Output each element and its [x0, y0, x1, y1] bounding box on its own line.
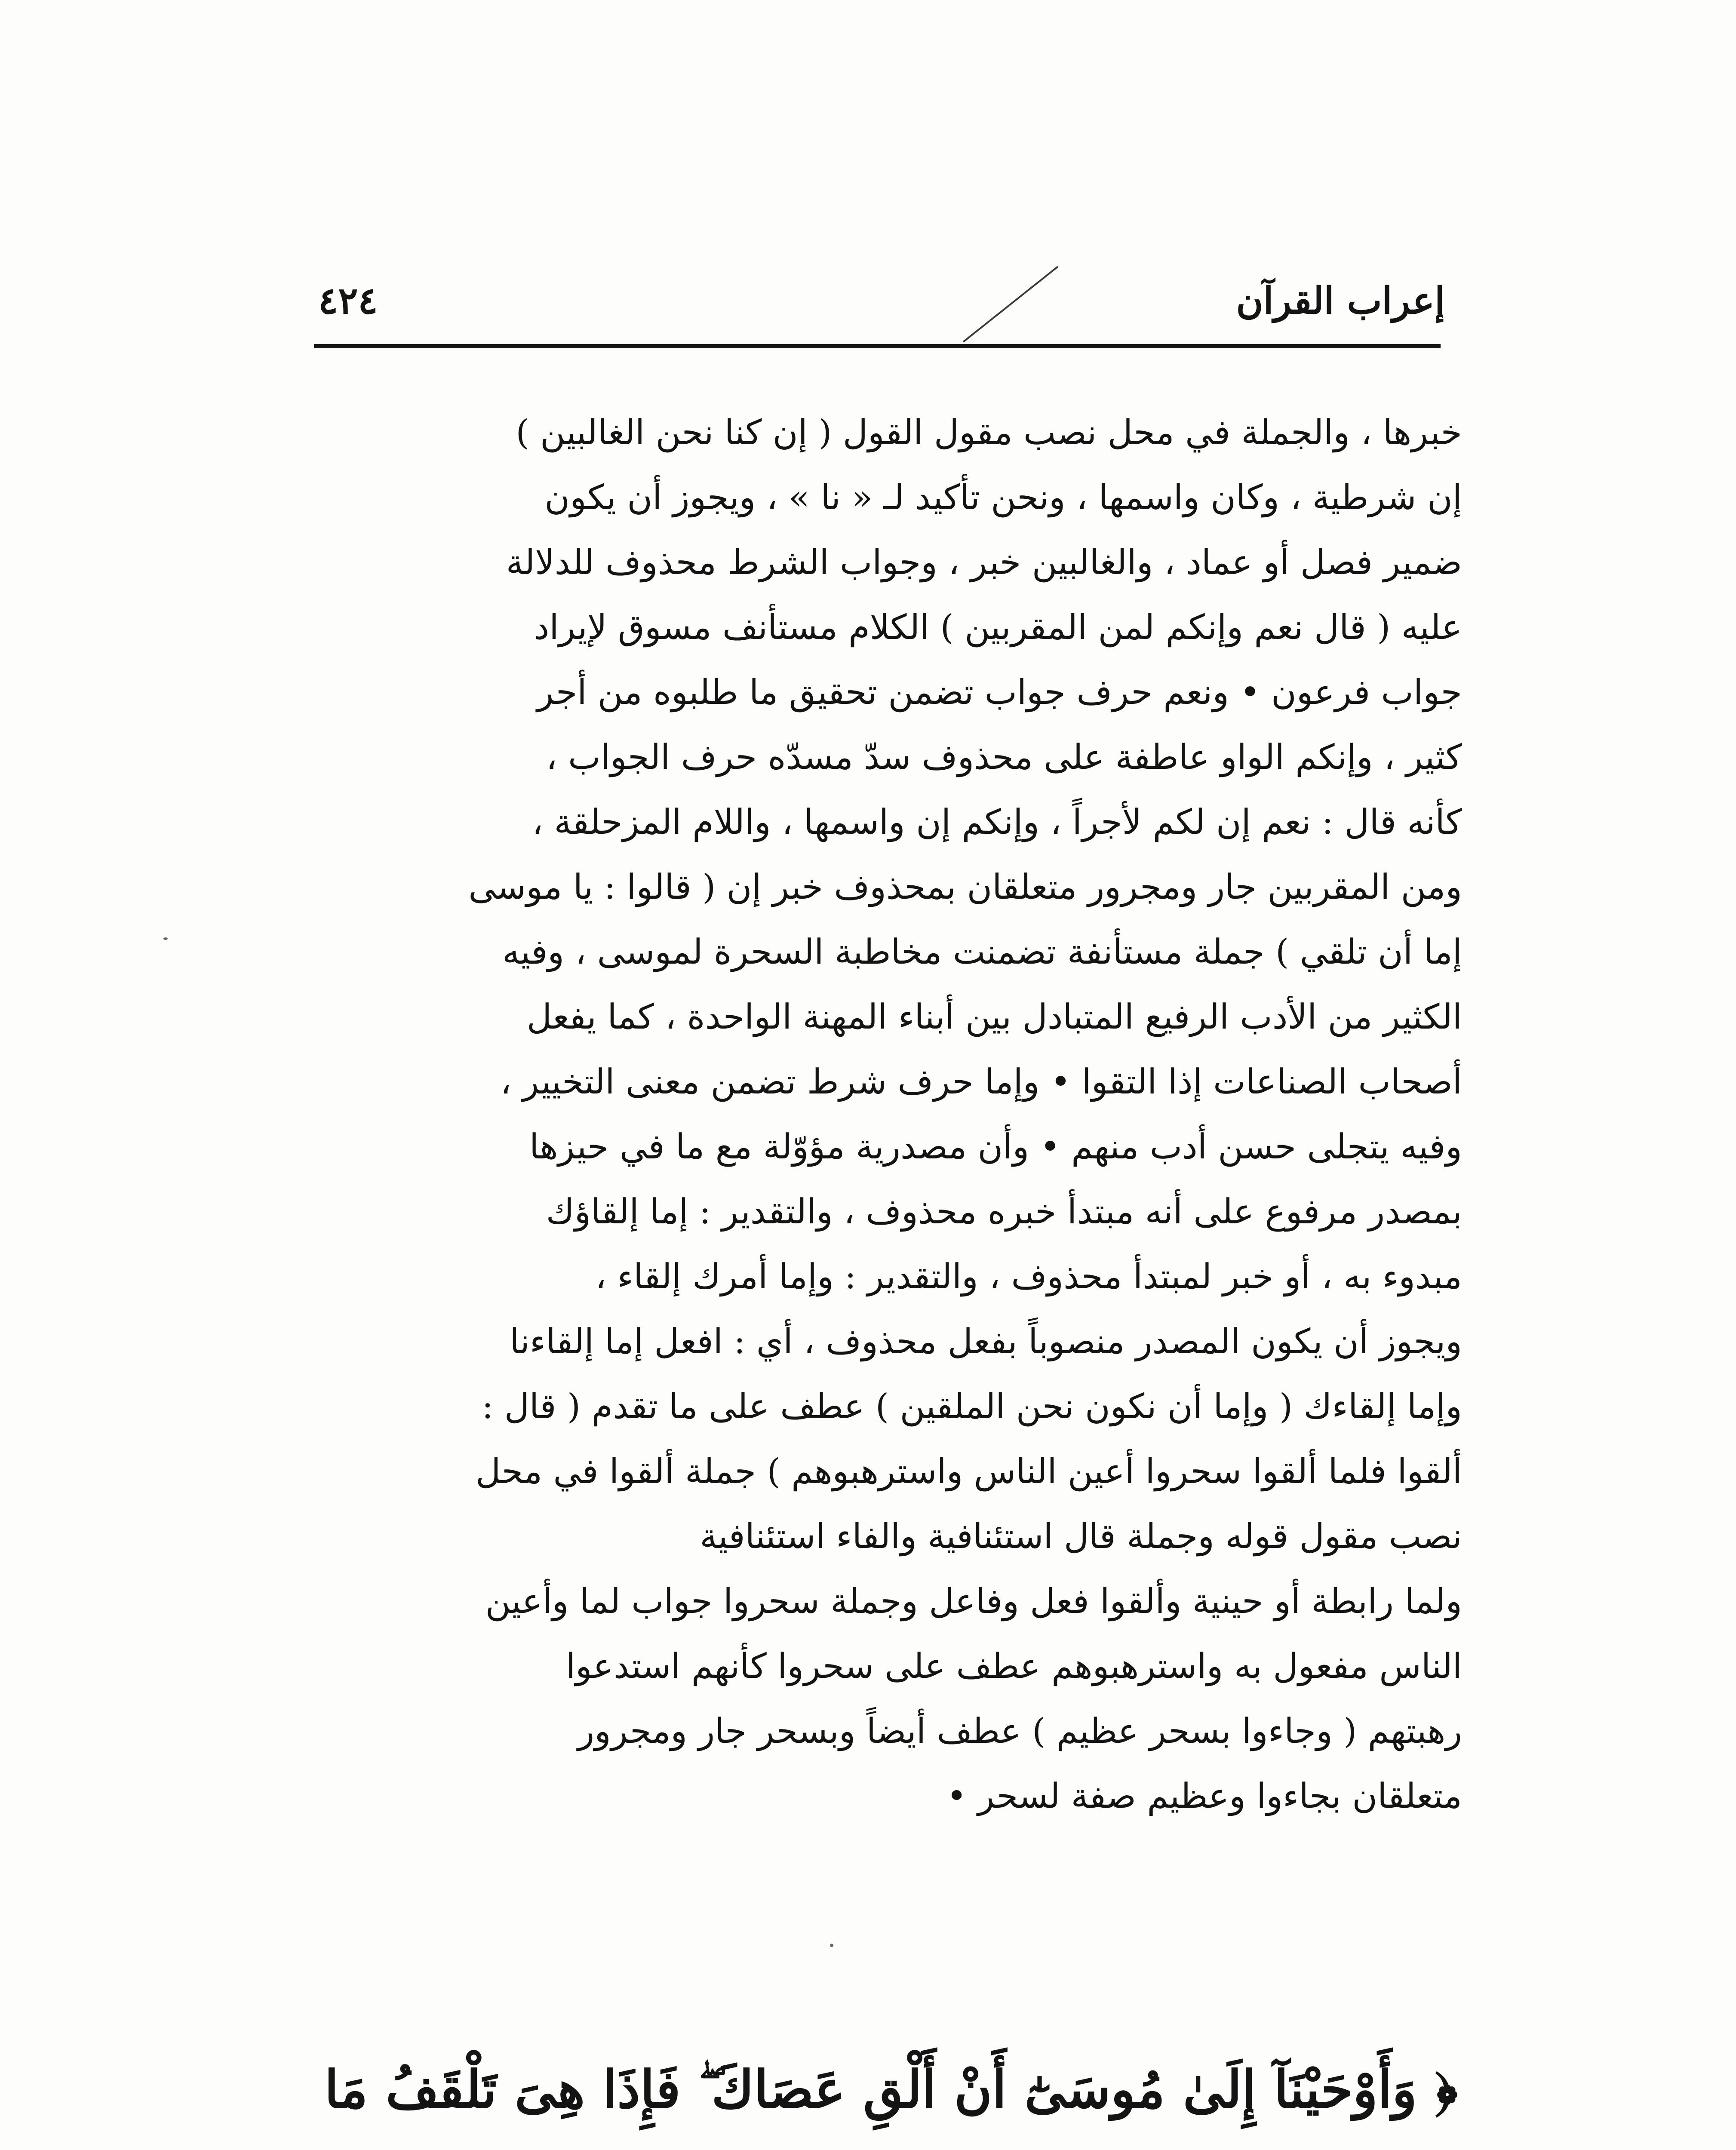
text-line: نصب مقول قوله وجملة قال استئنافية والفاء استئنافية — [700, 1516, 1462, 1556]
text-line: كأنه قال : نعم إن لكم لأجراً ، وإنكم إن واسمها ، واللام المزحلقة ، — [532, 802, 1462, 842]
commentary-text — [318, 400, 1462, 1828]
text-line: ضمير فصل أو عماد ، والغالبين خبر ، وجواب الشرط محذوف للدلالة — [506, 542, 1462, 582]
text-line: متعلقان بجاءوا وعظيم صفة لسحر • — [946, 1776, 1462, 1816]
text-line: ويجوز أن يكون المصدر منصوباً بفعل محذوف ، أي : افعل إما إلقاءنا — [510, 1321, 1462, 1361]
text-line: خبرها ، والجملة في محل نصب مقول القول ( إن كنا نحن الغالبين ) — [516, 412, 1462, 452]
text-line: مبدوء به ، أو خبر لمبتدأ محذوف ، والتقدير : وإما أمرك إلقاء ، — [595, 1256, 1462, 1296]
text-line: أصحاب الصناعات إذا التقوا • وإما حرف شرط تضمن معنى التخيير ، — [500, 1062, 1462, 1102]
header-divider — [314, 344, 1441, 348]
text-line: رهبتهم ( وجاءوا بسحر عظيم ) عطف أيضاً وبسحر جار ومجرور — [578, 1711, 1462, 1751]
text-line: وفيه يتجلى حسن أدب منهم • وأن مصدرية مؤوّلة مع ما في حيزها — [529, 1127, 1462, 1167]
text-line: إما أن تلقي ) جملة مستأنفة تضمنت مخاطبة السحرة لموسى ، وفيه — [502, 932, 1462, 972]
text-line: الناس مفعول به واسترهبوهم عطف على سحروا كأنهم استدعوا — [565, 1646, 1462, 1686]
text-line: وإما إلقاءك ( وإما أن نكون نحن الملقين ) عطف على ما تقدم ( قال : — [482, 1386, 1462, 1426]
text-line: ولما رابطة أو حينية وألقوا فعل وفاعل وجملة سحروا جواب لما وأعين — [485, 1581, 1462, 1621]
quran-verse: ﴿ وَأَوْحَيْنَآ إِلَىٰ مُوسَىٰٓ أَنْ أَلْقِ عَصَاكَ ۖ فَإِذَا هِىَ تَلْقَفُ مَا — [324, 2059, 1458, 2120]
text-line: بمصدر مرفوع على أنه مبتدأ خبره محذوف ، والتقدير : إما إلقاؤك — [546, 1192, 1462, 1232]
text-line: ومن المقربين جار ومجرور متعلقان بمحذوف خبر إن ( قالوا : يا موسى — [468, 867, 1462, 907]
text-line: كثير ، وإنكم الواو عاطفة على محذوف سدّ مسدّه حرف الجواب ، — [546, 737, 1462, 777]
text-line: إن شرطية ، وكان واسمها ، ونحن تأكيد لـ « نا » ، ويجوز أن يكون — [544, 477, 1462, 517]
scan-speck — [830, 1944, 833, 1947]
page-number: ٤٢٤ — [318, 279, 378, 322]
text-line: الكثير من الأدب الرفيع المتبادل بين أبناء المهنة الواحدة ، كما يفعل — [526, 997, 1462, 1037]
scan-speck — [163, 937, 168, 940]
text-line: ألقوا فلما ألقوا سحروا أعين الناس واسترهبوهم ) جملة ألقوا في محل — [476, 1451, 1462, 1491]
page-header — [318, 258, 1445, 322]
running-title: إعراب القرآن — [1236, 279, 1445, 322]
text-line: جواب فرعون • ونعم حرف جواب تضمن تحقيق ما طلبوه من أجر — [537, 672, 1462, 712]
text-line: عليه ( قال نعم وإنكم لمن المقربين ) الكلام مستأنف مسوق لإيراد — [534, 607, 1462, 647]
